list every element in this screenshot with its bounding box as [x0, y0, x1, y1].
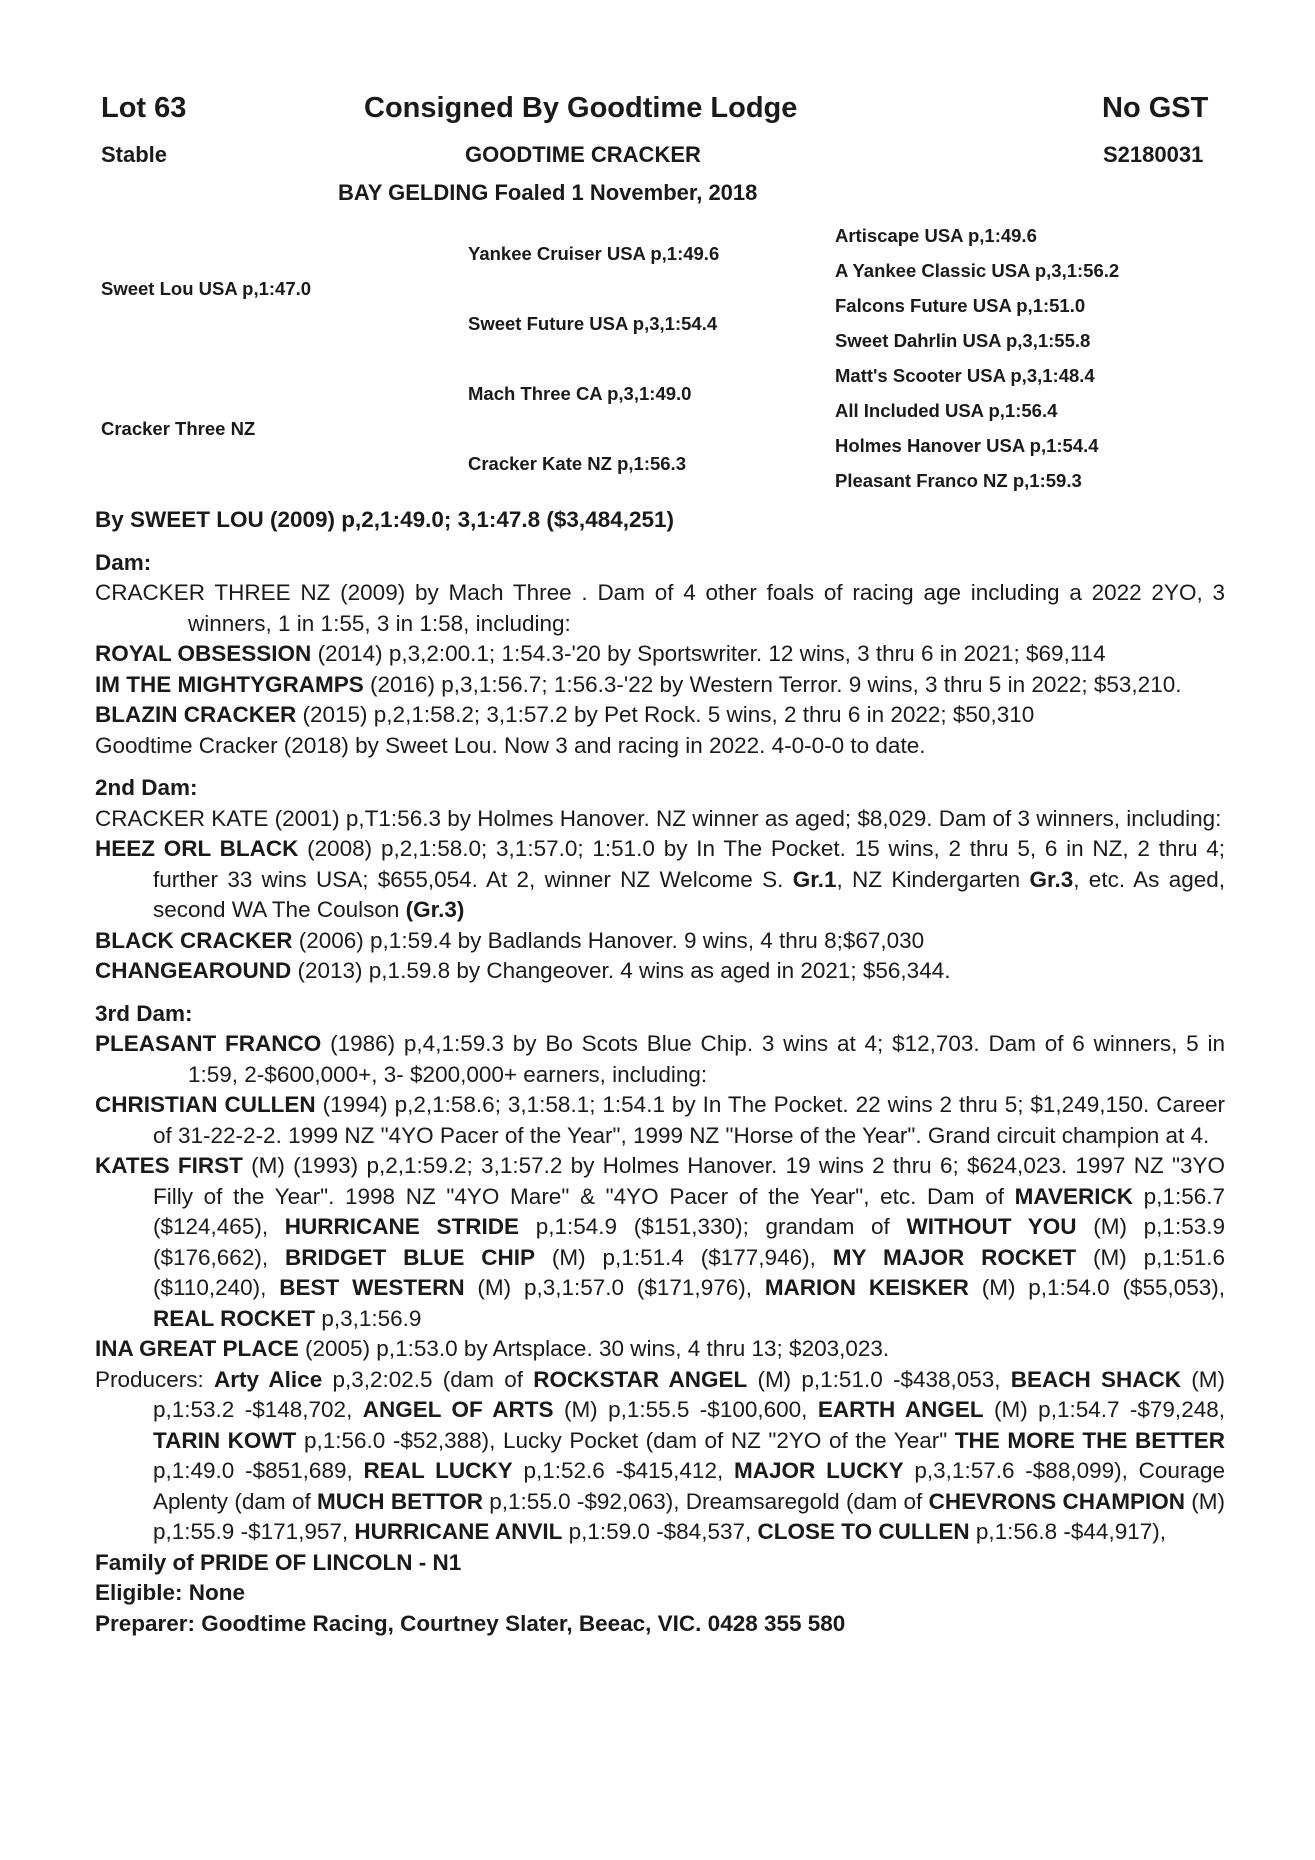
reference-number: S2180031 [1103, 142, 1204, 167]
gst-status: No GST [1102, 92, 1209, 124]
foal-name: ROYAL OBSESSION [95, 641, 312, 666]
second-dam-heading: 2nd Dam: [95, 775, 198, 800]
foal-entry: Goodtime Cracker (2018) by Sweet Lou. Now 3 and racing in 2022. 4-0-0-0 to date. [95, 732, 926, 758]
third-dam-heading: 3rd Dam: [95, 1000, 193, 1026]
foal-entry: IM THE MIGHTYGRAMPS (2016) p,3,1:56.7; 1:56.3-'22 by Western Terror. 9 wins, 3 thru 5 in 2022; $53,210. [95, 671, 1182, 697]
pedigree-gen3: Matt's Scooter USA p,3,1:48.4 [835, 365, 1095, 386]
pedigree-sire-sire: Yankee Cruiser USA p,1:49.6 [468, 243, 720, 264]
foal-entry: CHRISTIAN CULLEN (1994) p,2,1:58.6; 3,1:58.1; 1:54.1 by In The Pocket. 22 wins 2 thru 5; $1,249,150. Career of 31-22-2-2. 1999 NZ "4YO Pacer of the Year", 1999 NZ "Horse of the Year". Grand circuit champion at 4. [95, 1092, 1225, 1148]
foal-entry: KATES FIRST (M) (1993) p,2,1:59.2; 3,1:57.2 by Holmes Hanover. 19 wins 2 thru 6; $624,023. 1997 NZ "3YO Filly of the Year". 1998 NZ "4YO Mare" & "4YO Pacer of the Year", etc. Dam of MAVERICK p,1:56.7 ($124,465), HURRICANE STRIDE p,1:54.9 ($151,330); grandam of WITHOUT YOU (M) p,1:53.9 ($176,662), BRIDGET BLUE CHIP (M) p,1:51.4 ($177,946), MY MAJOR ROCKET (M) p,1:51.6 ($110,240), BEST WESTERN (M) p,3,1:57.0 ($171,976), MARION KEISKER (M) p,1:54.0 ($55,053), REAL ROCKET p,3,1:56.9 [95, 1153, 1226, 1331]
dam-intro: CRACKER THREE NZ (2009) by Mach Three . Dam of 4 other foals of racing age including a 2022 2YO, 3 winners, 1 in 1:55, 3 in 1:58, including: [95, 580, 1225, 636]
foal-entry: HEEZ ORL BLACK (2008) p,2,1:58.0; 3,1:57.0; 1:51.0 by In The Pocket. 15 wins, 2 thru 5, 6 in NZ, 2 thru 4; further 33 wins USA; $655,054. At 2, winner NZ Welcome S. Gr.1, NZ Kindergarten Gr.3, etc. As aged, second WA The Coulson (Gr.3) [95, 836, 1225, 922]
foal-name: HEEZ ORL BLACK [95, 836, 299, 861]
sire-line: By SWEET LOU (2009) p,2,1:49.0; 3,1:47.8 ($3,484,251) [95, 507, 675, 532]
horse-description: BAY GELDING Foaled 1 November, 2018 [338, 180, 758, 205]
family-line: Family of PRIDE OF LINCOLN - N1 [95, 1549, 462, 1575]
pedigree-sire: Sweet Lou USA p,1:47.0 [101, 278, 312, 299]
preparer-line: Preparer: Goodtime Racing, Courtney Slater, Beeac, VIC. 0428 355 580 [95, 1610, 846, 1636]
pedigree-gen3: All Included USA p,1:56.4 [835, 400, 1058, 421]
foal-name: IM THE MIGHTYGRAMPS [95, 671, 364, 697]
pedigree-dam-sire: Mach Three CA p,3,1:49.0 [468, 383, 692, 404]
catalogue-body [95, 505, 1225, 1639]
eligible-line: Eligible: None [95, 1580, 246, 1605]
pedigree-gen3: A Yankee Classic USA p,3,1:56.2 [835, 260, 1120, 281]
foal-name: BLAZIN CRACKER [95, 702, 297, 727]
third-dam-intro: PLEASANT FRANCO (1986) p,4,1:59.3 by Bo Scots Blue Chip. 3 wins at 4; $12,703. Dam of 6 winners, 5 in 1:59, 2-$600,000+, 3- $200,000+ earners, including: [95, 1031, 1225, 1087]
foal-name: CHANGEAROUND [95, 958, 292, 983]
dam-heading: Dam: [95, 549, 152, 575]
producers-entry: Producers: Arty Alice p,3,2:02.5 (dam of ROCKSTAR ANGEL (M) p,1:51.0 -$438,053, BEACH SHACK (M) p,1:53.2 -$148,702, ANGEL OF ARTS (M) p,1:55.5 -$100,600, EARTH ANGEL (M) p,1:54.7 -$79,248, TARIN KOWT p,1:56.0 -$52,388), Lucky Pocket (dam of NZ "2YO of the Year" THE MORE THE BETTER p,1:49.0 -$851,689, REAL LUCKY p,1:52.6 -$415,412, MAJOR LUCKY p,3,1:57.6 -$88,099), Courage Aplenty (dam of MUCH BETTOR p,1:55.0 -$92,063), Dreamsaregold (dam of CHEVRONS CHAMPION (M) p,1:55.9 -$171,957, HURRICANE ANVIL p,1:59.0 -$84,537, CLOSE TO CULLEN p,1:56.8 -$44,917), [95, 1366, 1226, 1544]
foal-entry: CHANGEAROUND (2013) p,1.59.8 by Changeover. 4 wins as aged in 2021; $56,344. [95, 958, 951, 983]
pedigree-sire-dam: Sweet Future USA p,3,1:54.4 [468, 313, 718, 334]
foal-entry: BLAZIN CRACKER (2015) p,2,1:58.2; 3,1:57.2 by Pet Rock. 5 wins, 2 thru 6 in 2022; $50,310 [95, 702, 1035, 727]
foal-name: INA GREAT PLACE [95, 1336, 299, 1361]
pedigree-gen3: Holmes Hanover USA p,1:54.4 [835, 435, 1099, 456]
second-dam-intro: CRACKER KATE (2001) p,T1:56.3 by Holmes Hanover. NZ winner as aged; $8,029. Dam of 3 winners, including: [95, 805, 1222, 831]
stable-label: Stable [101, 142, 168, 167]
pedigree-dam-dam: Cracker Kate NZ p,1:56.3 [468, 453, 686, 474]
pedigree-gen3: Artiscape USA p,1:49.6 [835, 225, 1037, 246]
pedigree-gen3: Pleasant Franco NZ p,1:59.3 [835, 470, 1082, 491]
pedigree-gen3: Sweet Dahrlin USA p,3,1:55.8 [835, 330, 1091, 351]
foal-entry: BLACK CRACKER (2006) p,1:59.4 by Badlands Hanover. 9 wins, 4 thru 8;$67,030 [95, 927, 925, 953]
foal-entry: ROYAL OBSESSION (2014) p,3,2:00.1; 1:54.3-'20 by Sportswriter. 12 wins, 3 thru 6 in 2021; $69,114 [95, 641, 1106, 666]
foal-name: BLACK CRACKER [95, 927, 293, 953]
lot-number: Lot 63 [101, 92, 187, 124]
foal-entry: INA GREAT PLACE (2005) p,1:53.0 by Artsplace. 30 wins, 4 thru 13; $203,023. [95, 1336, 890, 1361]
consignor: Consigned By Goodtime Lodge [364, 92, 798, 124]
pedigree-gen3: Falcons Future USA p,1:51.0 [835, 295, 1086, 316]
pedigree-dam: Cracker Three NZ [101, 418, 256, 439]
foal-name: CHRISTIAN CULLEN [95, 1092, 316, 1117]
horse-name: GOODTIME CRACKER [465, 142, 701, 167]
